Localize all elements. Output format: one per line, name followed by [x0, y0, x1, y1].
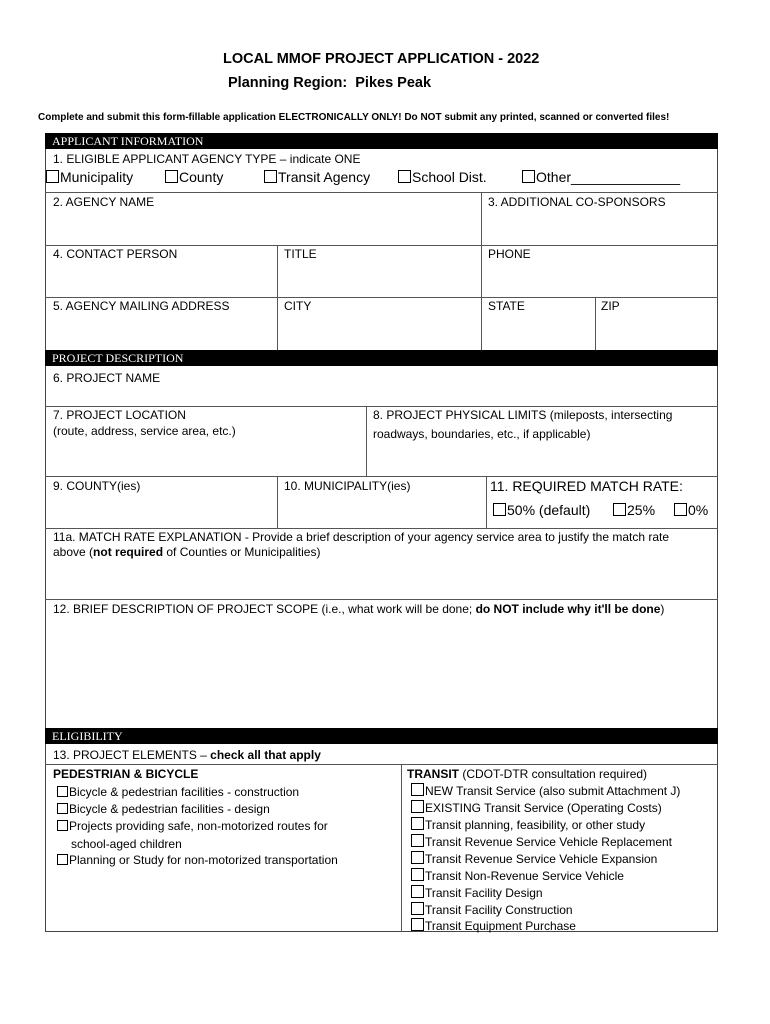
option-transit-agency[interactable]	[264, 169, 370, 185]
col-divider	[481, 192, 482, 350]
checkbox-icon[interactable]	[165, 170, 178, 183]
mailing-address-label: 5. AGENCY MAILING ADDRESS	[53, 299, 230, 313]
option-label: Municipality	[60, 169, 134, 185]
transit-item-facility-construction[interactable]	[411, 902, 573, 917]
form-title: LOCAL MMOF PROJECT APPLICATION - 2022	[223, 51, 540, 67]
option-municipality[interactable]	[46, 169, 133, 185]
option-match-50[interactable]	[493, 502, 590, 518]
transit-item-existing-service[interactable]	[411, 800, 662, 815]
checkbox-icon[interactable]	[46, 170, 59, 183]
planning-region	[228, 75, 431, 91]
project-scope-label	[53, 602, 664, 616]
scope-part: 12. BRIEF DESCRIPTION OF PROJECT SCOPE (i.e., what work will be done;	[53, 602, 476, 616]
row-divider	[45, 476, 718, 477]
scope-bold: do NOT include why it'll be done	[475, 602, 661, 616]
checkbox-icon[interactable]	[522, 170, 535, 183]
checkbox-icon[interactable]	[398, 170, 411, 183]
option-match-25[interactable]	[613, 502, 655, 518]
col-divider	[401, 764, 402, 932]
transit-item-new-service[interactable]	[411, 783, 680, 798]
item-label: Transit Revenue Service Vehicle Expansion	[425, 852, 658, 866]
item-label: Bicycle & pedestrian facilities - construction	[69, 785, 300, 799]
agency-type-label: 1. ELIGIBLE APPLICANT AGENCY TYPE – indicate ONE	[53, 152, 361, 166]
match-rate-label: 11. REQUIRED MATCH RATE:	[490, 478, 683, 494]
region-label: Planning Region:	[228, 75, 348, 91]
transit-item-planning[interactable]	[411, 817, 645, 832]
city-label: CITY	[284, 299, 312, 313]
item-label: EXISTING Transit Service (Operating Costs)	[425, 801, 662, 815]
checkbox-icon[interactable]	[411, 800, 424, 813]
elements-bold: check all that apply	[210, 748, 321, 762]
ped-item-safe-routes[interactable]	[57, 819, 328, 833]
col-divider	[595, 297, 596, 350]
transit-item-non-revenue-vehicle[interactable]	[411, 868, 624, 883]
project-name-label: 6. PROJECT NAME	[53, 371, 161, 385]
project-location-label: 7. PROJECT LOCATION	[53, 408, 186, 422]
item-label: Transit planning, feasibility, or other study	[425, 818, 646, 832]
checkbox-icon[interactable]	[57, 854, 68, 865]
ped-item-safe-routes-cont: school-aged children	[71, 837, 182, 851]
item-label: Transit Equipment Purchase	[425, 919, 576, 933]
row-divider	[45, 297, 718, 298]
match-explanation-label: 11a. MATCH RATE EXPLANATION - Provide a brief description of your agency service area to justify the match rate	[53, 530, 670, 544]
option-label: Other______________	[536, 169, 681, 185]
ped-item-design[interactable]	[57, 802, 270, 816]
option-label: 0%	[688, 502, 709, 518]
transit-heading-bold: TRANSIT	[407, 767, 459, 781]
transit-item-vehicle-replacement[interactable]	[411, 834, 672, 849]
county-label: 9. COUNTY(ies)	[53, 479, 141, 493]
item-label: Transit Non-Revenue Service Vehicle	[425, 869, 624, 883]
checkbox-icon[interactable]	[411, 918, 424, 931]
agency-name-label: 2. AGENCY NAME	[53, 195, 155, 209]
checkbox-icon[interactable]	[674, 503, 687, 516]
item-label: Bicycle & pedestrian facilities - design	[69, 802, 270, 816]
section-eligibility: ELIGIBILITY	[45, 728, 718, 744]
checkbox-icon[interactable]	[613, 503, 626, 516]
checkbox-icon[interactable]	[411, 851, 424, 864]
ped-bike-heading: PEDESTRIAN & BICYCLE	[53, 767, 199, 781]
col-divider	[366, 406, 367, 476]
row-divider	[45, 764, 718, 765]
row-divider	[45, 406, 718, 407]
option-county[interactable]	[165, 169, 223, 185]
option-other[interactable]	[522, 169, 680, 185]
item-label: Projects providing safe, non-motorized routes for	[69, 819, 328, 833]
physical-limits-hint: roadways, boundaries, etc., if applicable)	[373, 427, 591, 441]
item-label: Transit Facility Design	[425, 886, 543, 900]
project-elements-label	[53, 748, 321, 762]
row-divider	[45, 245, 718, 246]
section-applicant-information: APPLICANT INFORMATION	[45, 133, 718, 149]
transit-item-facility-design[interactable]	[411, 885, 543, 900]
checkbox-icon[interactable]	[57, 803, 68, 814]
region-value: Pikes Peak	[355, 75, 432, 91]
phone-label: PHONE	[488, 247, 531, 261]
transit-item-vehicle-expansion[interactable]	[411, 851, 657, 866]
title-label: TITLE	[284, 247, 317, 261]
row-divider	[45, 192, 718, 193]
transit-heading	[407, 767, 647, 781]
elements-part: 13. PROJECT ELEMENTS –	[53, 748, 211, 762]
checkbox-icon[interactable]	[411, 902, 424, 915]
note-part: above (	[53, 545, 94, 559]
section-project-description: PROJECT DESCRIPTION	[45, 350, 718, 366]
checkbox-icon[interactable]	[57, 820, 68, 831]
zip-label: ZIP	[601, 299, 620, 313]
ped-item-planning[interactable]	[57, 853, 338, 867]
match-explanation-note	[53, 545, 320, 559]
checkbox-icon[interactable]	[411, 817, 424, 830]
project-location-hint: (route, address, service area, etc.)	[53, 424, 236, 438]
row-divider	[45, 599, 718, 600]
col-divider	[277, 476, 278, 528]
row-divider	[45, 528, 718, 529]
checkbox-icon[interactable]	[57, 786, 68, 797]
checkbox-icon[interactable]	[411, 783, 424, 796]
co-sponsors-label: 3. ADDITIONAL CO-SPONSORS	[488, 195, 666, 209]
option-label: 50% (default)	[507, 502, 591, 518]
option-label: Transit Agency	[278, 169, 371, 185]
physical-limits-label: 8. PROJECT PHYSICAL LIMITS (mileposts, intersecting	[373, 408, 673, 422]
option-label: 25%	[627, 502, 656, 518]
option-school-district[interactable]	[398, 169, 487, 185]
item-label: Transit Revenue Service Vehicle Replacement	[425, 835, 673, 849]
checkbox-icon[interactable]	[411, 868, 424, 881]
submission-notice: Complete and submit this form-fillable application ELECTRONICALLY ONLY! Do NOT submit any printed, scanned or converted files!	[38, 112, 670, 123]
checkbox-icon[interactable]	[493, 503, 506, 516]
transit-note: (CDOT-DTR consultation required)	[459, 767, 648, 781]
option-label: School Dist.	[412, 169, 487, 185]
transit-item-equipment-purchase[interactable]	[411, 918, 576, 933]
item-label: Transit Facility Construction	[425, 903, 573, 917]
checkbox-icon[interactable]	[411, 834, 424, 847]
scope-part: )	[660, 602, 665, 616]
col-divider	[486, 476, 487, 528]
checkbox-icon[interactable]	[411, 885, 424, 898]
note-part: of Counties or Municipalities)	[163, 545, 321, 559]
note-bold: not required	[93, 545, 164, 559]
checkbox-icon[interactable]	[264, 170, 277, 183]
state-label: STATE	[488, 299, 525, 313]
ped-item-construction[interactable]	[57, 785, 299, 799]
option-match-0[interactable]	[674, 502, 708, 518]
option-label: County	[179, 169, 224, 185]
item-label: Planning or Study for non-motorized transportation	[69, 853, 338, 867]
municipality-label: 10. MUNICIPALITY(ies)	[284, 479, 411, 493]
item-label: NEW Transit Service (also submit Attachment J)	[425, 784, 681, 798]
contact-person-label: 4. CONTACT PERSON	[53, 247, 178, 261]
